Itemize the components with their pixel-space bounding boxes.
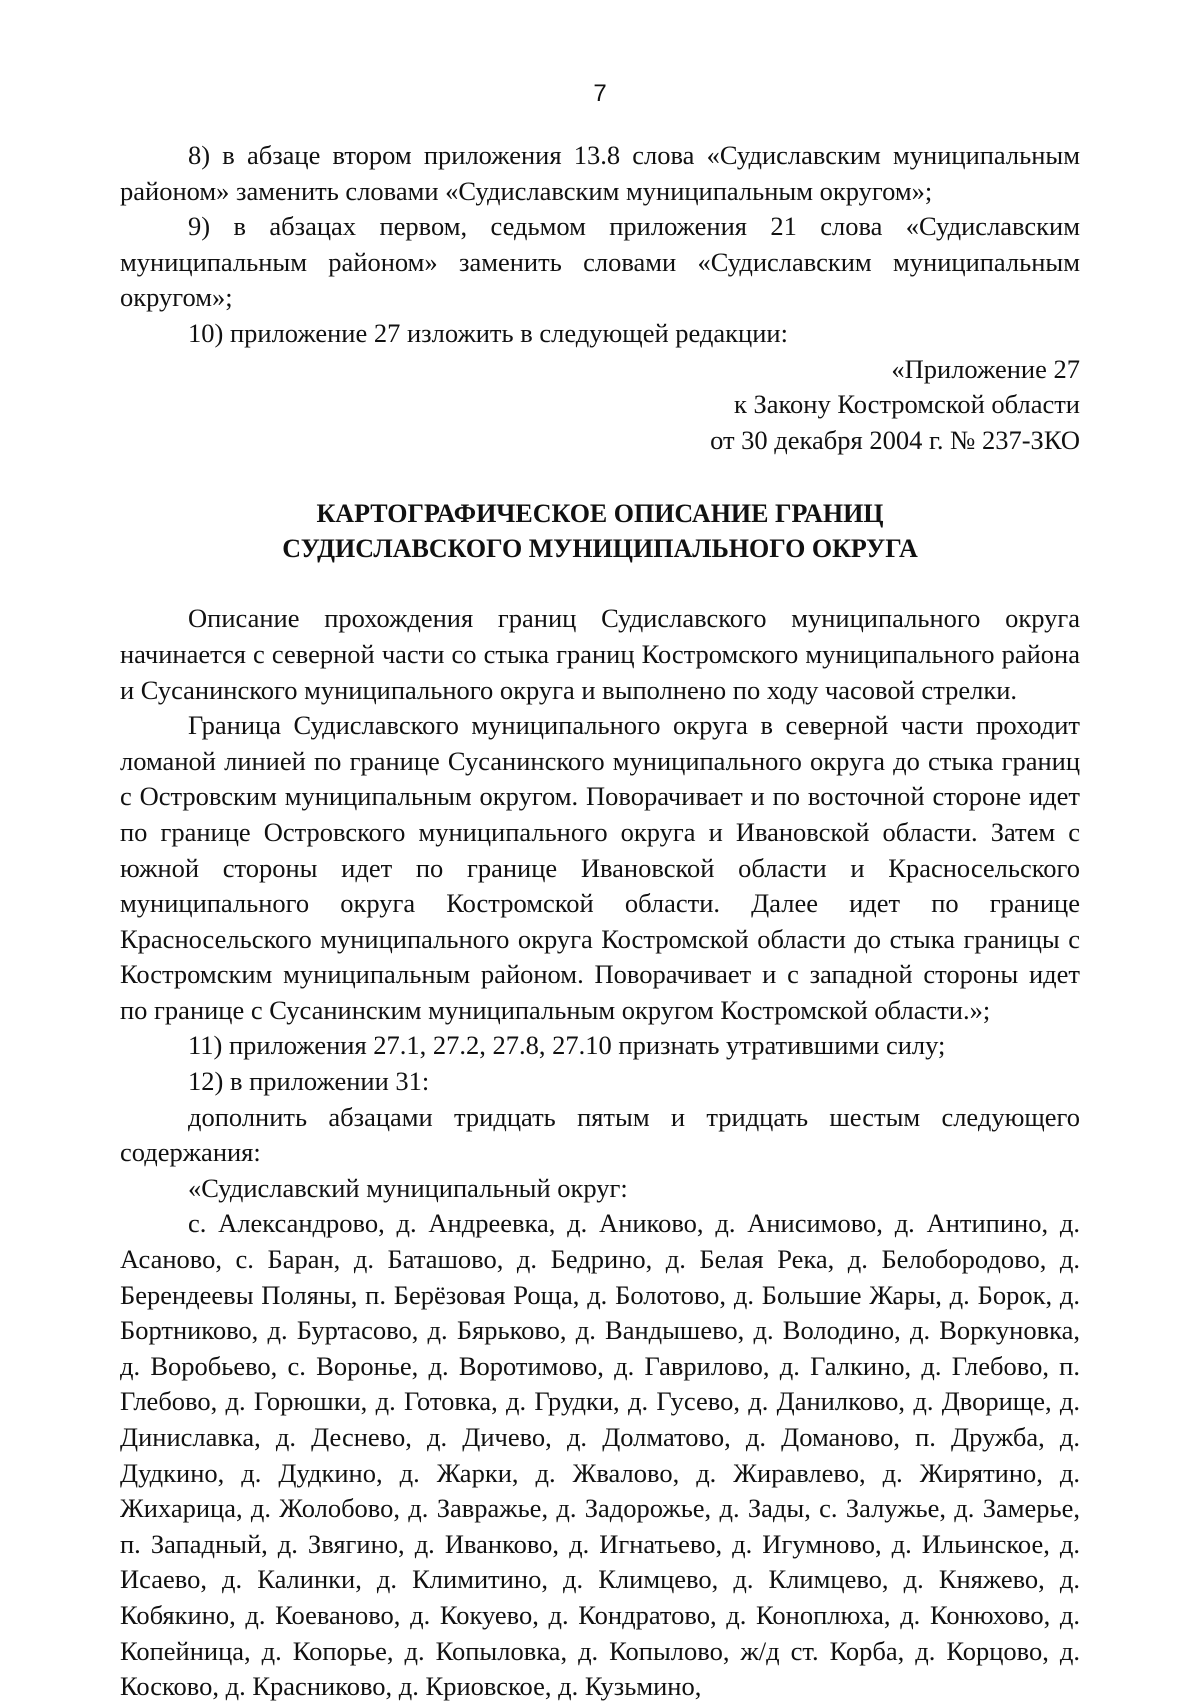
description-paragraph: Описание прохождения границ Судиславского муниципального округа начинается с северной части со стыка границ Костромского муниципального района и Сусанинского муниципального округа и выполнено по ходу часовой стрелки. [120,603,1080,705]
amendment-item-9: 9) в абзацах первом, седьмом приложения 21 слова «Судиславским муниципальным районом» заменить словами «Судиславским муниципальным округом»; [120,211,1080,313]
settlement-list: с. Александрово, д. Андреевка, д. Аниково, д. Анисимово, д. Антипино, д. Асаново, с. Баран, д. Баташово, д. Бедрино, д. Белая Река, д. Белобородово, д. Берендеевы Поляны, п. Берёзовая Роща, д. Болотово, д. Большие Жары, д. Борок, д. Бортниково, д. Буртасово, д. Бярьково, д. Вандышево, д. Володино, д. Воркуновка, д. Воробьево, с. Воронье, д. Воротимово, д. Гаврилово, д. Галкино, д. Глебово, п. Глебово, д. Горюшки, д. Готовка, д. Грудки, д. Гусево, д. Данилково, д. Дворище, д. Диниславка, д. Деснево, д. Дичево, д. Долматово, д. Доманово, п. Дружба, д. Дудкино, д. Дудкино, д. Жарки, д. Жвалово, д. Жиравлево, д. Жирятино, д. Жихарица, д. Жолобово, д. Завражье, д. Задорожье, д. Зады, с. Залужье, д. Замерье, п. Западный, д. Звягино, д. Иванково, д. Игнатьево, д. Игумново, д. Ильинское, д. Исаево, д. Калинки, д. Климитино, д. Климцево, д. Климцево, д. Княжево, д. Кобякино, д. Коеваново, д. Кокуево, д. Кондратово, д. Коноплюха, д. Конюхово, д. Копейница, д. Копорье, д. Копыловка, д. Копылово, ж/д ст. Корба, д. Корцово, д. Косково, д. Красниково, д. Криовское, д. Кузьмино, [120,1208,1080,1702]
amendment-item-8: 8) в абзаце втором приложения 13.8 слова «Судиславским муниципальным районом» заменить словами «Судиславским муниципальным округом»; [120,140,1080,206]
annex-header-line: «Приложение 27 [891,353,1080,384]
amendment-item-11: 11) приложения 27.1, 27.2, 27.8, 27.10 признать утратившими силу; [188,1030,946,1061]
document-body [120,138,1080,1705]
description-paragraph: Граница Судиславского муниципального округа в северной части проходит ломаной линией по границе Сусанинского муниципального округа до стыка границ с Островским муниципальным округом. Поворачивает и по восточной стороне идет по границе Островского муниципального округа и Ивановской области. Затем с южной стороны идет по границе Ивановской области и Красносельского муниципального округа Костромской области. Далее идет по границе Красносельского муниципального округа Костромской области до стыка границы с Костромским муниципальным районом. Поворачивает и с западной стороны идет по границе с Сусанинским муниципальным округом Костромской области.»; [120,710,1080,1025]
annex-header [120,352,1080,459]
amendment-subitem: дополнить абзацами тридцать пятым и тридцать шестым следующего содержания: [120,1101,1080,1168]
section-title-line: СУДИСЛАВСКОГО МУНИЦИПАЛЬНОГО ОКРУГА [282,534,918,564]
annex-header-line: к Закону Костромской области [733,389,1080,420]
annex-header-line: от 30 декабря 2004 г. № 237-ЗКО [710,424,1080,455]
amendment-item-10: 10) приложение 27 изложить в следующей редакции: [188,317,788,348]
section-title [120,496,1080,566]
amendment-item-12: 12) в приложении 31: [188,1066,430,1097]
section-title-line: КАРТОГРАФИЧЕСКОЕ ОПИСАНИЕ ГРАНИЦ [316,499,884,529]
page-number: 7 [593,80,607,107]
district-heading: «Судиславский муниципальный округ: [188,1172,628,1203]
